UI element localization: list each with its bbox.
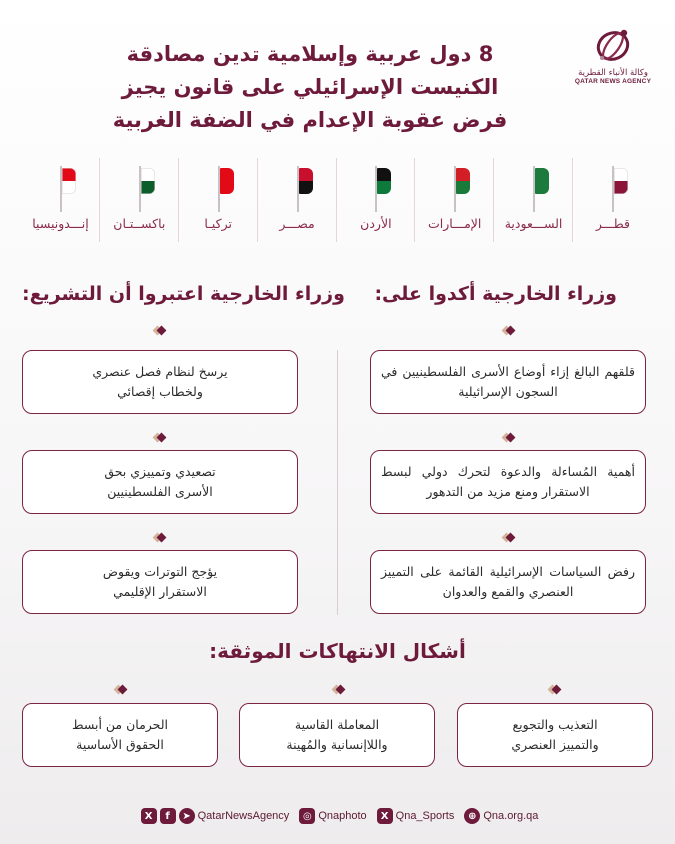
country-name: إنـــدونيسيا (32, 216, 89, 231)
website-group[interactable] (464, 808, 538, 824)
country-name: الســـعودية (504, 216, 563, 231)
violation-text: الحرمان من أبسط الحقوق الأساسية (71, 717, 169, 752)
country-name: الأردن (360, 216, 392, 231)
handle-sports-link[interactable]: Qna_Sports (395, 810, 455, 822)
left-item-box-1 (22, 350, 298, 414)
country-flag-item (416, 158, 494, 242)
website-link[interactable]: Qna.org.qa (483, 810, 539, 822)
country-flag-item (574, 158, 652, 242)
violations-heading: أشكال الانتهاكات الموثقة: (209, 639, 466, 663)
headline-line-3: فرض عقوبة الإعدام في الضفة الغربية (112, 108, 508, 132)
flag-icon (535, 168, 549, 194)
country-flag-item (101, 158, 179, 242)
left-item-box-3 (22, 550, 298, 614)
right-section-heading: وزراء الخارجية أكدوا على: (374, 283, 617, 305)
qna-logo (573, 24, 653, 94)
x-icon[interactable]: X (141, 808, 157, 824)
violation-text: التعذيب والتجويع والتمييز العنصري (511, 717, 599, 752)
headline (110, 38, 510, 137)
country-name: الإمـــارات (428, 216, 482, 231)
logo-arabic-text: وكالة الأنباء القطرية (578, 68, 648, 78)
diamond-marker-icon (503, 432, 515, 444)
country-flag-item (495, 158, 573, 242)
globe-icon[interactable]: ⊕ (464, 808, 480, 824)
left-item-text: تصعيدي وتمييزي بحق الأسرى الفلسطينيين (104, 464, 216, 499)
social-footer (0, 806, 675, 826)
diamond-marker-icon (333, 684, 345, 696)
instagram-icon[interactable]: ◎ (299, 808, 315, 824)
country-flag-item (22, 158, 100, 242)
violation-box-3 (22, 703, 218, 767)
country-name: باكســتـان (113, 216, 166, 231)
left-item-box-2 (22, 450, 298, 514)
social-sports-group[interactable] (377, 808, 455, 824)
logo-english-text: QATAR NEWS AGENCY (574, 78, 652, 85)
violation-text: المعاملة القاسية واللاإنسانية والمُهينة (286, 717, 388, 752)
headline-line-1: 8 دول عربية وإسلامية تدين مصادقة (126, 42, 494, 66)
handle-photo-link[interactable]: Qnaphoto (318, 810, 367, 822)
diamond-marker-icon (154, 432, 166, 444)
diamond-marker-icon (503, 325, 515, 337)
flag-icon (377, 168, 391, 194)
left-item-text: يؤجج التوترات ويقوض الاستقرار الإقليمي (102, 564, 218, 599)
violation-box-2 (239, 703, 435, 767)
country-name: مصـــر (279, 216, 315, 231)
right-item-text: قلقهم البالغ إزاء أوضاع الأسرى الفلسطينيين في السجون الإسرائيلية (381, 364, 635, 399)
right-item-box-2 (370, 450, 646, 514)
left-item-text: يرسخ لنظام فصل عنصري ولخطاب إقصائي (92, 364, 228, 399)
handle-main-link[interactable]: QatarNewsAgency (197, 810, 290, 822)
right-item-box-3 (370, 550, 646, 614)
column-divider (337, 350, 338, 615)
violation-box-1 (457, 703, 653, 767)
qna-emblem-icon (590, 24, 636, 66)
country-name: قطـــر (595, 216, 630, 231)
diamond-marker-icon (549, 684, 561, 696)
diamond-marker-icon (154, 532, 166, 544)
country-flag-item (180, 158, 258, 242)
diamond-marker-icon (115, 684, 127, 696)
diamond-marker-icon (503, 532, 515, 544)
telegram-icon[interactable]: ➤ (179, 808, 195, 824)
social-main-group[interactable] (141, 808, 290, 824)
right-item-box-1 (370, 350, 646, 414)
right-item-text: أهمية المُساءلة والدعوة لتحرك دولي لبسط الاستقرار ومنع مزيد من التدهور (381, 464, 635, 499)
flag-icon (614, 168, 628, 194)
x-icon[interactable]: X (377, 808, 393, 824)
left-section-heading: وزراء الخارجية اعتبروا أن التشريع: (22, 283, 345, 305)
flag-icon (456, 168, 470, 194)
flag-icon (62, 168, 76, 194)
headline-line-2: الكنيست الإسرائيلي على قانون يجيز (121, 75, 499, 99)
country-flag-item (259, 158, 337, 242)
social-photo-group[interactable] (299, 808, 366, 824)
diamond-marker-icon (154, 325, 166, 337)
flag-icon (220, 168, 234, 194)
country-flags-row (22, 158, 652, 242)
country-name: تركيـا (204, 216, 232, 231)
flag-icon (141, 168, 155, 194)
right-item-text: رفض السياسات الإسرائيلية القائمة على التمييز العنصري والقمع والعدوان (381, 564, 635, 599)
facebook-icon[interactable]: f (160, 808, 176, 824)
flag-icon (299, 168, 313, 194)
country-flag-item (337, 158, 415, 242)
